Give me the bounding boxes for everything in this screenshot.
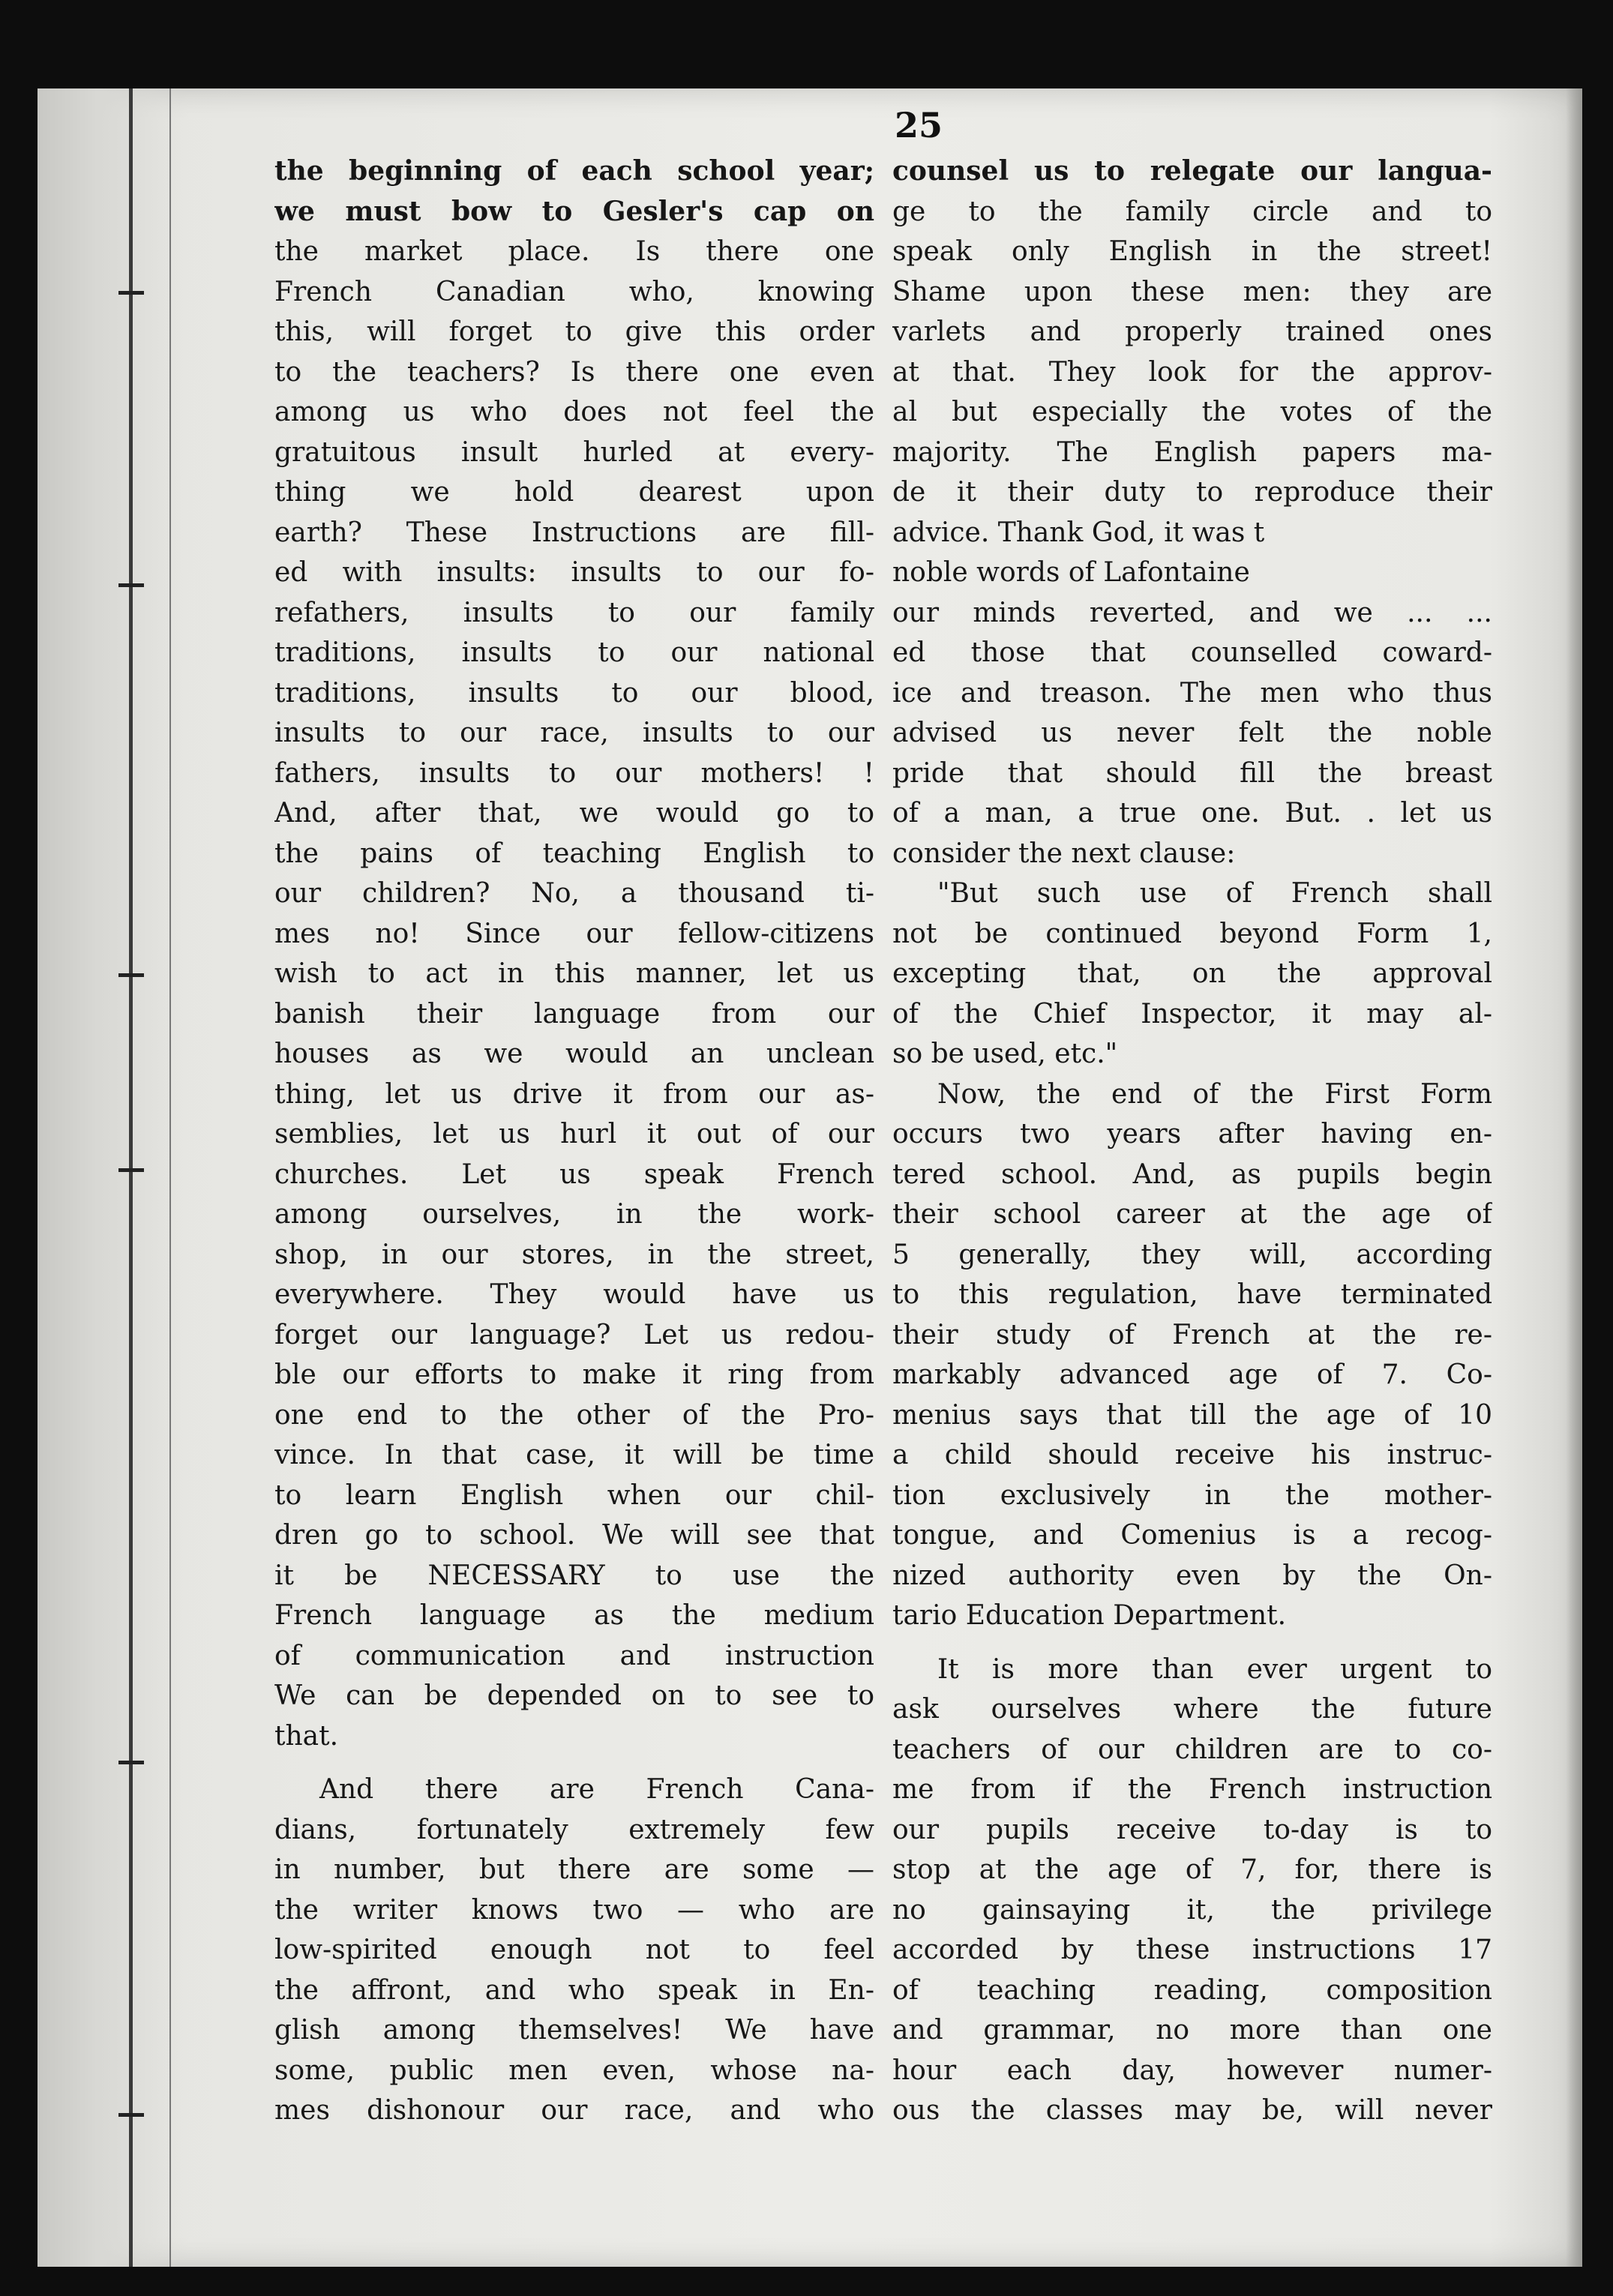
page-number: 25 [894, 105, 943, 145]
binding-fold-line [169, 88, 171, 2267]
binding-mark [118, 583, 144, 587]
text-line: stop at the age of 7, for, there is [892, 1854, 1492, 1885]
text-line: banish their language from our [274, 998, 874, 1030]
text-line: of the Chief Inspector, it may al- [892, 998, 1492, 1030]
text-line: ice and treason. The men who thus [892, 677, 1492, 709]
text-line: to the teachers? Is there one even [274, 356, 874, 388]
binding-mark [118, 2113, 144, 2117]
left-text-column [274, 151, 874, 2131]
text-line: in number, but there are some — [274, 1854, 874, 1885]
text-line: majority. The English papers ma- [892, 436, 1492, 468]
binding-mark [118, 1761, 144, 1764]
text-line: thing, let us drive it from our as- [274, 1078, 874, 1110]
page-right-edge [1566, 88, 1582, 2267]
text-line: shop, in our stores, in the street, [274, 1239, 874, 1270]
paragraph [274, 151, 874, 1756]
text-line: speak only English in the street! [892, 236, 1492, 267]
paragraph-gap [274, 1756, 874, 1770]
text-line: And there are French Cana- [319, 1774, 874, 1805]
text-line: tario Education Department. [892, 1600, 1287, 1631]
text-line: among ourselves, in the work- [274, 1199, 874, 1230]
text-line: semblies, let us hurl it out of our [274, 1119, 874, 1149]
text-line: accorded by these instructions 17 [892, 1935, 1492, 1965]
text-line: me from if the French instruction [892, 1774, 1492, 1805]
text-line: ed with insults: insults to our fo- [274, 557, 874, 588]
text-line: our pupils receive to-day is to [892, 1814, 1492, 1845]
text-line: markably advanced age of 7. Co- [892, 1359, 1492, 1390]
text-line: fathers, insults to our mothers! ! [274, 757, 874, 789]
text-line: their school career at the age of [892, 1199, 1492, 1230]
text-line: some, public men even, whose na- [274, 2055, 874, 2086]
text-line: counsel us to relegate our langua- [892, 155, 1492, 187]
text-line: at that. They look for the approv- [892, 356, 1492, 388]
text-line: French Canadian who, knowing [274, 276, 874, 307]
text-line: among us who does not feel the [274, 397, 874, 427]
text-line: thing we hold dearest upon [274, 477, 874, 508]
text-line: to learn English when our chil- [274, 1479, 874, 1511]
text-line: consider the next clause: [892, 838, 1236, 869]
text-line: the writer knows two — who are [274, 1894, 874, 1926]
text-line: menius says that till the age of 10 [892, 1399, 1492, 1431]
text-line: 5 generally, they will, according [892, 1239, 1492, 1270]
text-line: it be NECESSARY to use the [274, 1560, 874, 1591]
text-line: tongue, and Comenius is a recog- [892, 1520, 1492, 1551]
text-line: tion exclusively in the mother- [892, 1479, 1492, 1511]
quoted-clause [892, 874, 1492, 1075]
text-line: pride that should fill the breast [892, 757, 1492, 789]
document-page [37, 88, 1582, 2267]
text-line: ed those that counselled coward- [892, 637, 1492, 668]
binding-mark [118, 291, 144, 295]
paragraph [892, 151, 1492, 874]
text-line: houses as we would an unclean [274, 1039, 874, 1069]
text-line: dians, fortunately extremely few [274, 1814, 874, 1845]
text-line: nized authority even by the On- [892, 1560, 1492, 1591]
text-line: varlets and properly trained ones [892, 316, 1492, 347]
text-line: It is more than ever urgent to [937, 1653, 1492, 1685]
text-line: French language as the medium [274, 1600, 874, 1631]
binding-mark [118, 1168, 144, 1172]
text-line: "But such use of French shall [937, 878, 1492, 909]
text-line: hour each day, however numer- [892, 2055, 1492, 2086]
text-line: everywhere. They would have us [274, 1279, 874, 1310]
text-line: refathers, insults to our family [274, 597, 874, 628]
text-line: teachers of our children are to co- [892, 1734, 1492, 1765]
text-line: the affront, and who speak in En- [274, 1974, 874, 2006]
text-line: a child should receive his instruc- [892, 1440, 1492, 1470]
text-line: Shame upon these men: they are [892, 276, 1492, 307]
text-line: gratuitous insult hurled at every- [274, 436, 874, 468]
text-line: low-spirited enough not to feel [274, 1935, 874, 1965]
right-text-column [892, 151, 1492, 2131]
text-line: traditions, insults to our blood, [274, 677, 874, 709]
text-line: to this regulation, have terminated [892, 1279, 1492, 1310]
text-line: ge to the family circle and to [892, 196, 1492, 227]
text-line: of communication and instruction [274, 1640, 874, 1671]
text-line: the market place. Is there one [274, 236, 874, 267]
binding-edge-line [129, 88, 133, 2267]
text-line: tered school. And, as pupils begin [892, 1158, 1492, 1190]
text-line: not be continued beyond Form 1, [892, 918, 1492, 949]
text-line: advice. Thank God, it was t [892, 517, 1265, 548]
text-line: ble our efforts to make it ring from [274, 1359, 874, 1390]
text-line: forget our language? Let us redou- [274, 1319, 874, 1350]
text-line: vince. In that case, it will be time [274, 1440, 874, 1470]
text-line: one end to the other of the Pro- [274, 1399, 874, 1431]
text-line: Now, the end of the First Form [937, 1078, 1492, 1110]
paragraph [274, 1770, 874, 2131]
paragraph [892, 1650, 1492, 2131]
text-line: And, after that, we would go to [274, 798, 874, 829]
paragraph [892, 1075, 1492, 1636]
text-line: this, will forget to give this order [274, 316, 874, 347]
text-line: mes no! Since our fellow-citizens [274, 918, 874, 949]
text-line: mes dishonour our race, and who [274, 2095, 874, 2126]
binding-mark [118, 973, 144, 977]
text-line: ask ourselves where the future [892, 1694, 1492, 1725]
text-line: insults to our race, insults to our [274, 718, 874, 748]
text-line: no gainsaying it, the privilege [892, 1894, 1492, 1926]
text-line: glish among themselves! We have [274, 2015, 874, 2046]
text-line: and grammar, no more than one [892, 2015, 1492, 2046]
text-line: excepting that, on the approval [892, 958, 1492, 989]
text-line: so be used, etc." [892, 1039, 1118, 1069]
text-line: we must bow to Gesler's cap on [274, 195, 874, 227]
text-line: ous the classes may be, will never [892, 2095, 1492, 2126]
text-line: dren go to school. We will see that [274, 1520, 874, 1551]
text-line: the pains of teaching English to [274, 838, 874, 869]
text-line: earth? These Instructions are fill- [274, 517, 874, 548]
text-line: of a man, a true one. But. . let us [892, 798, 1492, 829]
text-line: the beginning of each school year; [274, 155, 874, 187]
text-line: noble words of Lafontaine [892, 557, 1250, 588]
text-line: our minds reverted, and we ... ... [892, 597, 1492, 628]
text-line: advised us never felt the noble [892, 718, 1492, 748]
text-line: their study of French at the re- [892, 1319, 1492, 1350]
text-line: traditions, insults to our national [274, 637, 874, 668]
text-line: wish to act in this manner, let us [274, 958, 874, 989]
text-line: that. [274, 1720, 339, 1752]
paragraph-gap [892, 1636, 1492, 1650]
text-line: al but especially the votes of the [892, 397, 1492, 427]
text-line: churches. Let us speak French [274, 1158, 874, 1190]
text-line: de it their duty to reproduce their [892, 477, 1492, 508]
text-line: of teaching reading, composition [892, 1974, 1492, 2006]
page-binding-shadow [37, 88, 187, 2267]
text-line: our children? No, a thousand ti- [274, 878, 874, 909]
text-line: occurs two years after having en- [892, 1119, 1492, 1149]
text-line: We can be depended on to see to [274, 1680, 874, 1711]
